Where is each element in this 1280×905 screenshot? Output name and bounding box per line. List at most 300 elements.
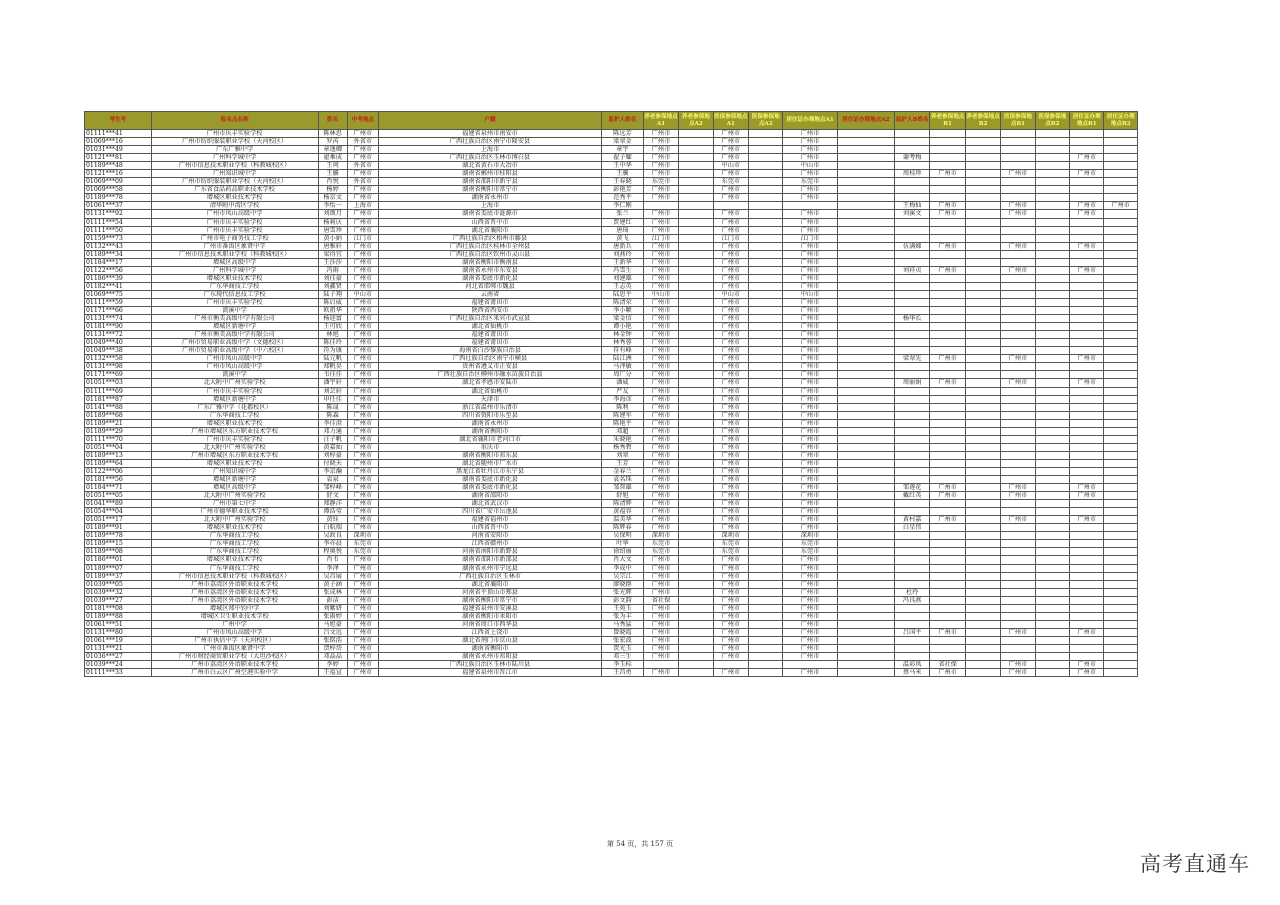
table-cell bbox=[837, 564, 894, 572]
table-cell: 程奥悦 bbox=[318, 548, 347, 556]
table-cell bbox=[965, 323, 1000, 331]
table-row bbox=[85, 564, 1138, 572]
table-cell: 谢考梅 bbox=[894, 154, 929, 162]
table-row bbox=[85, 387, 1138, 395]
table-cell: 陈辉春 bbox=[602, 524, 644, 532]
table-row bbox=[85, 395, 1138, 403]
table-cell: 黄钰 bbox=[318, 516, 347, 524]
table-cell: 广州市 bbox=[713, 596, 748, 604]
table-cell bbox=[965, 371, 1000, 379]
table-cell bbox=[1104, 443, 1138, 451]
table-cell: 福建省泉州市南安市 bbox=[378, 130, 601, 138]
table-cell: 01111***50 bbox=[85, 226, 152, 234]
table-cell bbox=[1070, 162, 1104, 170]
table-cell bbox=[894, 572, 929, 580]
table-row bbox=[85, 612, 1138, 620]
table-cell bbox=[965, 298, 1000, 306]
table-cell bbox=[837, 307, 894, 315]
table-cell bbox=[679, 138, 713, 146]
table-cell: 邓晶晶 bbox=[318, 653, 347, 661]
table-cell: 戴红英 bbox=[894, 492, 929, 500]
table-row bbox=[85, 234, 1138, 242]
table-cell: 广州市 bbox=[1001, 170, 1035, 178]
table-cell bbox=[1104, 661, 1138, 669]
table-cell bbox=[965, 540, 1000, 548]
header-cell: 养老参保地点B1 bbox=[930, 112, 965, 130]
table-cell: 增城区职业技术学校 bbox=[151, 459, 318, 467]
table-cell: 马泽敏 bbox=[602, 363, 644, 371]
table-cell bbox=[1104, 435, 1138, 443]
table-cell bbox=[965, 178, 1000, 186]
table-cell bbox=[930, 435, 965, 443]
table-cell: 湖北省仙桃市 bbox=[378, 387, 601, 395]
table-cell bbox=[965, 395, 1000, 403]
header-cell: 居住证办理地点A2 bbox=[837, 112, 894, 130]
table-cell bbox=[837, 387, 894, 395]
table-cell: 广州市 bbox=[643, 580, 678, 588]
table-cell: 01051***17 bbox=[85, 516, 152, 524]
table-cell: 东莞市 bbox=[713, 548, 748, 556]
header-cell: 养老参保地点B2 bbox=[965, 112, 1000, 130]
table-cell: 广州市 bbox=[347, 154, 378, 162]
table-cell: 东莞市 bbox=[643, 548, 678, 556]
table-cell bbox=[749, 669, 783, 677]
table-cell: 广州市 bbox=[713, 411, 748, 419]
table-cell: 广州市 bbox=[783, 588, 837, 596]
table-cell bbox=[749, 130, 783, 138]
table-cell bbox=[1104, 524, 1138, 532]
table-cell: 马秀猛 bbox=[602, 620, 644, 628]
table-cell bbox=[749, 315, 783, 323]
table-cell bbox=[930, 604, 965, 612]
table-cell: 01122***56 bbox=[85, 266, 152, 274]
table-cell: 李成中 bbox=[602, 564, 644, 572]
table-cell: 广州市荔湾区外语职业技术学校 bbox=[151, 596, 318, 604]
table-cell bbox=[965, 500, 1000, 508]
table-cell bbox=[749, 604, 783, 612]
table-cell: 湖南省永州市宁远县 bbox=[378, 564, 601, 572]
table-cell: 01111***54 bbox=[85, 218, 152, 226]
table-cell bbox=[930, 556, 965, 564]
table-cell: 广州市 bbox=[643, 323, 678, 331]
table-cell bbox=[1104, 645, 1138, 653]
table-cell: 广州市 bbox=[783, 315, 837, 323]
table-cell bbox=[1001, 459, 1035, 467]
table-cell bbox=[837, 363, 894, 371]
table-cell: 01131***72 bbox=[85, 331, 152, 339]
table-cell bbox=[894, 162, 929, 170]
table-cell: 黄子涵 bbox=[318, 580, 347, 588]
table-cell: 广州市 bbox=[643, 476, 678, 484]
table-cell: 广州市 bbox=[713, 451, 748, 459]
table-cell: 中山市 bbox=[713, 290, 748, 298]
table-cell: 邓超 bbox=[602, 427, 644, 435]
table-cell bbox=[783, 661, 837, 669]
table-cell bbox=[1001, 540, 1035, 548]
table-cell bbox=[837, 347, 894, 355]
table-cell: 陈艳平 bbox=[602, 419, 644, 427]
table-cell bbox=[965, 186, 1000, 194]
table-cell bbox=[1070, 395, 1104, 403]
table-cell bbox=[1104, 451, 1138, 459]
table-cell bbox=[1104, 411, 1138, 419]
table-cell bbox=[749, 459, 783, 467]
table-cell: 广州市 bbox=[783, 476, 837, 484]
table-cell: 01181***87 bbox=[85, 395, 152, 403]
table-cell: 广州市 bbox=[930, 628, 965, 636]
table-cell: 广州市 bbox=[347, 620, 378, 628]
table-row bbox=[85, 636, 1138, 644]
table-cell bbox=[894, 387, 929, 395]
table-row bbox=[85, 524, 1138, 532]
table-cell: 张铭浩 bbox=[318, 636, 347, 644]
table-row bbox=[85, 323, 1138, 331]
table-cell bbox=[679, 467, 713, 475]
table-cell: 东莞市 bbox=[783, 540, 837, 548]
table-cell bbox=[1104, 540, 1138, 548]
table-cell: 杨莉庆 bbox=[318, 218, 347, 226]
table-row bbox=[85, 661, 1138, 669]
table-cell bbox=[837, 339, 894, 347]
table-cell bbox=[749, 484, 783, 492]
table-cell bbox=[1104, 298, 1138, 306]
table-cell: 广州市 bbox=[713, 347, 748, 355]
table-cell bbox=[1104, 339, 1138, 347]
table-cell: 山西省晋中市 bbox=[378, 524, 601, 532]
table-cell: 罗芮 bbox=[318, 138, 347, 146]
header-cell: 考生号 bbox=[85, 112, 152, 130]
table-cell bbox=[749, 467, 783, 475]
table-cell: 广州市 bbox=[643, 154, 678, 162]
table-cell: 广州市 bbox=[347, 427, 378, 435]
table-cell bbox=[1035, 194, 1069, 202]
table-cell bbox=[1070, 371, 1104, 379]
table-cell: 陆元帆 bbox=[318, 355, 347, 363]
table-cell: 梁金信 bbox=[602, 315, 644, 323]
table-cell bbox=[837, 548, 894, 556]
table-cell bbox=[837, 620, 894, 628]
table-cell bbox=[679, 636, 713, 644]
table-cell bbox=[930, 307, 965, 315]
table-cell bbox=[1035, 628, 1069, 636]
table-cell bbox=[965, 588, 1000, 596]
table-cell: 陆江洲 bbox=[602, 355, 644, 363]
table-cell: 中山市 bbox=[643, 290, 678, 298]
table-cell bbox=[679, 669, 713, 677]
table-cell bbox=[965, 226, 1000, 234]
table-cell bbox=[1104, 347, 1138, 355]
table-cell: 湖南省娄底市新化县 bbox=[378, 484, 601, 492]
table-cell: 中山市 bbox=[783, 162, 837, 170]
table-cell bbox=[1001, 194, 1035, 202]
table-cell: 广州市 bbox=[643, 419, 678, 427]
table-cell bbox=[679, 532, 713, 540]
table-cell bbox=[1070, 604, 1104, 612]
table-cell: 东莞市 bbox=[347, 540, 378, 548]
table-cell: 广州市 bbox=[643, 645, 678, 653]
table-cell: 01186***39 bbox=[85, 274, 152, 282]
table-cell bbox=[749, 331, 783, 339]
header-cell: 姓名 bbox=[318, 112, 347, 130]
table-cell bbox=[1070, 459, 1104, 467]
table-row bbox=[85, 274, 1138, 282]
table-cell: 刘燕玲 bbox=[602, 250, 644, 258]
table-cell bbox=[965, 315, 1000, 323]
table-cell bbox=[1035, 234, 1069, 242]
table-cell: 流溪中学 bbox=[151, 371, 318, 379]
table-cell bbox=[679, 524, 713, 532]
table-cell bbox=[965, 516, 1000, 524]
table-cell: 广东华商技工学校 bbox=[151, 548, 318, 556]
table-cell bbox=[930, 508, 965, 516]
table-cell bbox=[1070, 435, 1104, 443]
table-cell: 吴宗江 bbox=[602, 572, 644, 580]
table-cell: 广州市 bbox=[783, 355, 837, 363]
table-cell: 01061***19 bbox=[85, 636, 152, 644]
table-cell: 广州市凤山高级中学 bbox=[151, 628, 318, 636]
table-cell: 广州市 bbox=[783, 427, 837, 435]
table-cell bbox=[965, 258, 1000, 266]
table-cell: 广西壮族自治区南宁市隆安县 bbox=[378, 138, 601, 146]
table-cell bbox=[965, 669, 1000, 677]
table-cell: 广州市 bbox=[347, 451, 378, 459]
table-cell bbox=[894, 476, 929, 484]
table-cell: 吕文远 bbox=[318, 628, 347, 636]
table-cell bbox=[894, 419, 929, 427]
header-cell: 报名点名称 bbox=[151, 112, 318, 130]
table-cell bbox=[1035, 443, 1069, 451]
table-row bbox=[85, 435, 1138, 443]
table-cell bbox=[837, 540, 894, 548]
table-row bbox=[85, 170, 1138, 178]
table-cell bbox=[1104, 427, 1138, 435]
table-cell bbox=[1104, 572, 1138, 580]
table-cell: 东莞市 bbox=[713, 540, 748, 548]
table-cell: 01061***51 bbox=[85, 620, 152, 628]
table-cell: 广州市 bbox=[347, 508, 378, 516]
table-cell: 广州市 bbox=[783, 628, 837, 636]
table-cell: 福建省泉州市晋江市 bbox=[378, 669, 601, 677]
table-cell bbox=[679, 387, 713, 395]
table-cell: 01189***15 bbox=[85, 540, 152, 548]
table-cell bbox=[930, 524, 965, 532]
table-cell: 刘溪文 bbox=[894, 210, 929, 218]
table-cell bbox=[1001, 636, 1035, 644]
table-cell bbox=[837, 645, 894, 653]
table-cell: 湖南省永州市东安县 bbox=[378, 266, 601, 274]
table-cell: 01182***41 bbox=[85, 282, 152, 290]
table-cell: 广州市 bbox=[347, 274, 378, 282]
table-cell bbox=[679, 194, 713, 202]
table-cell: 广州市 bbox=[713, 403, 748, 411]
table-cell: 广州市 bbox=[713, 516, 748, 524]
table-cell: 广州市 bbox=[347, 524, 378, 532]
table-cell bbox=[837, 258, 894, 266]
table-cell bbox=[749, 178, 783, 186]
table-cell bbox=[1070, 363, 1104, 371]
table-cell bbox=[837, 242, 894, 250]
table-cell: 广州市 bbox=[713, 315, 748, 323]
table-cell: 湖南省永州市 bbox=[378, 194, 601, 202]
table-cell bbox=[1001, 178, 1035, 186]
table-cell bbox=[749, 435, 783, 443]
table-cell: 广州市 bbox=[643, 347, 678, 355]
table-cell: 福建省福州市 bbox=[378, 516, 601, 524]
table-cell bbox=[749, 298, 783, 306]
table-cell: 深圳市 bbox=[347, 532, 378, 540]
table-cell bbox=[1104, 162, 1138, 170]
table-cell bbox=[1104, 250, 1138, 258]
table-cell bbox=[930, 290, 965, 298]
table-cell: 李玉标 bbox=[602, 661, 644, 669]
table-cell: 01181***08 bbox=[85, 604, 152, 612]
table-cell bbox=[837, 451, 894, 459]
table-cell bbox=[1001, 645, 1035, 653]
table-cell bbox=[679, 170, 713, 178]
table-cell: 广州市 bbox=[713, 226, 748, 234]
table-cell: 贺光玉 bbox=[602, 645, 644, 653]
table-cell bbox=[837, 443, 894, 451]
header-cell: 居住证办理地点B2 bbox=[1104, 112, 1138, 130]
table-cell: 广州市 bbox=[347, 218, 378, 226]
table-cell: 广州市 bbox=[347, 564, 378, 572]
table-cell: 王苑玉 bbox=[602, 604, 644, 612]
table-cell: 伍满娣 bbox=[894, 242, 929, 250]
table-cell: 广州市 bbox=[347, 612, 378, 620]
table-cell: 广州市 bbox=[713, 484, 748, 492]
table-cell: 广州市庆丰实验学校 bbox=[151, 218, 318, 226]
table-cell: 广州市 bbox=[783, 620, 837, 628]
table-cell: 江西省赣州市 bbox=[378, 540, 601, 548]
table-cell bbox=[965, 242, 1000, 250]
table-cell: 广州市 bbox=[783, 403, 837, 411]
table-cell: 广州市信息技术职业学校（科教城校区） bbox=[151, 162, 318, 170]
table-cell bbox=[930, 596, 965, 604]
table-cell: 广东华商技工学校 bbox=[151, 564, 318, 572]
table-cell bbox=[1070, 540, 1104, 548]
table-cell: 冯良燕 bbox=[894, 596, 929, 604]
table-cell: 符为康 bbox=[318, 347, 347, 355]
table-cell: 广州市 bbox=[783, 604, 837, 612]
table-cell bbox=[837, 532, 894, 540]
table-cell: 广州市 bbox=[783, 492, 837, 500]
table-cell: 广州市 bbox=[713, 645, 748, 653]
table-cell: 深圳市 bbox=[643, 532, 678, 540]
table-cell: 广州市凤山高级中学 bbox=[151, 355, 318, 363]
table-cell: 广州市 bbox=[643, 258, 678, 266]
table-cell: 广州市 bbox=[930, 202, 965, 210]
table-row bbox=[85, 202, 1138, 210]
table-cell bbox=[1001, 234, 1035, 242]
table-cell: 广州市 bbox=[347, 500, 378, 508]
table-cell bbox=[679, 604, 713, 612]
table-cell: 湖北省襄阳市 bbox=[378, 226, 601, 234]
table-cell bbox=[1035, 266, 1069, 274]
table-cell bbox=[894, 508, 929, 516]
table-cell bbox=[837, 588, 894, 596]
table-row bbox=[85, 467, 1138, 475]
table-cell: 广州市 bbox=[713, 620, 748, 628]
table-cell bbox=[894, 612, 929, 620]
table-cell: 广州市 bbox=[347, 516, 378, 524]
table-cell bbox=[930, 580, 965, 588]
table-cell: 邹梓峰 bbox=[318, 484, 347, 492]
table-cell: 广州市 bbox=[713, 379, 748, 387]
table-cell: 东莞市 bbox=[783, 178, 837, 186]
table-cell bbox=[965, 524, 1000, 532]
table-cell bbox=[1035, 588, 1069, 596]
table-cell: 增城区新塘中学 bbox=[151, 395, 318, 403]
table-cell: 广州市 bbox=[643, 371, 678, 379]
table-cell bbox=[1035, 363, 1069, 371]
table-cell bbox=[965, 427, 1000, 435]
table-cell bbox=[1035, 250, 1069, 258]
table-cell bbox=[1070, 612, 1104, 620]
table-cell: 广州市 bbox=[347, 492, 378, 500]
table-cell bbox=[679, 443, 713, 451]
table-cell: 上海市 bbox=[378, 146, 601, 154]
table-cell: 东莞市 bbox=[643, 540, 678, 548]
table-cell: 广州市 bbox=[713, 669, 748, 677]
table-cell: 广州市 bbox=[930, 170, 965, 178]
table-cell: 01189***48 bbox=[85, 162, 152, 170]
table-cell bbox=[1001, 548, 1035, 556]
table-cell: 广州市信息技术职业学校（科教城校区） bbox=[151, 572, 318, 580]
table-cell: 广州市 bbox=[347, 572, 378, 580]
table-cell: 广州市 bbox=[783, 170, 837, 178]
table-cell bbox=[1070, 331, 1104, 339]
table-cell bbox=[749, 419, 783, 427]
table-cell: 广州市 bbox=[713, 186, 748, 194]
table-cell bbox=[1035, 548, 1069, 556]
table-cell: 01111***41 bbox=[85, 130, 152, 138]
table-cell: 李京瀚 bbox=[318, 467, 347, 475]
table-cell: 河南省南阳市新野县 bbox=[378, 548, 601, 556]
table-cell bbox=[749, 427, 783, 435]
table-cell bbox=[965, 250, 1000, 258]
table-cell bbox=[1104, 379, 1138, 387]
table-cell bbox=[749, 620, 783, 628]
table-cell: 广州市 bbox=[643, 266, 678, 274]
table-row bbox=[85, 210, 1138, 218]
table-cell: 陈建军 bbox=[602, 411, 644, 419]
table-cell: 吴政良 bbox=[318, 532, 347, 540]
table-cell: 广州市 bbox=[347, 459, 378, 467]
table-cell bbox=[930, 371, 965, 379]
table-row bbox=[85, 669, 1138, 677]
table-cell: 广州市 bbox=[347, 476, 378, 484]
table-cell: 邓三生 bbox=[602, 653, 644, 661]
table-cell bbox=[1070, 130, 1104, 138]
table-cell bbox=[1070, 500, 1104, 508]
table-cell: 广州市 bbox=[347, 628, 378, 636]
table-cell: 广州市 bbox=[643, 620, 678, 628]
table-cell bbox=[749, 234, 783, 242]
table-cell bbox=[930, 427, 965, 435]
table-cell bbox=[679, 548, 713, 556]
table-cell: 李婷 bbox=[318, 661, 347, 669]
table-cell: 广州市 bbox=[643, 628, 678, 636]
table-cell bbox=[1035, 604, 1069, 612]
table-cell bbox=[749, 307, 783, 315]
table-cell bbox=[837, 653, 894, 661]
table-cell bbox=[749, 355, 783, 363]
table-cell bbox=[1070, 548, 1104, 556]
table-row bbox=[85, 508, 1138, 516]
table-cell: 白航瑞 bbox=[318, 524, 347, 532]
table-cell: 陈远芳 bbox=[602, 130, 644, 138]
table-cell bbox=[894, 556, 929, 564]
